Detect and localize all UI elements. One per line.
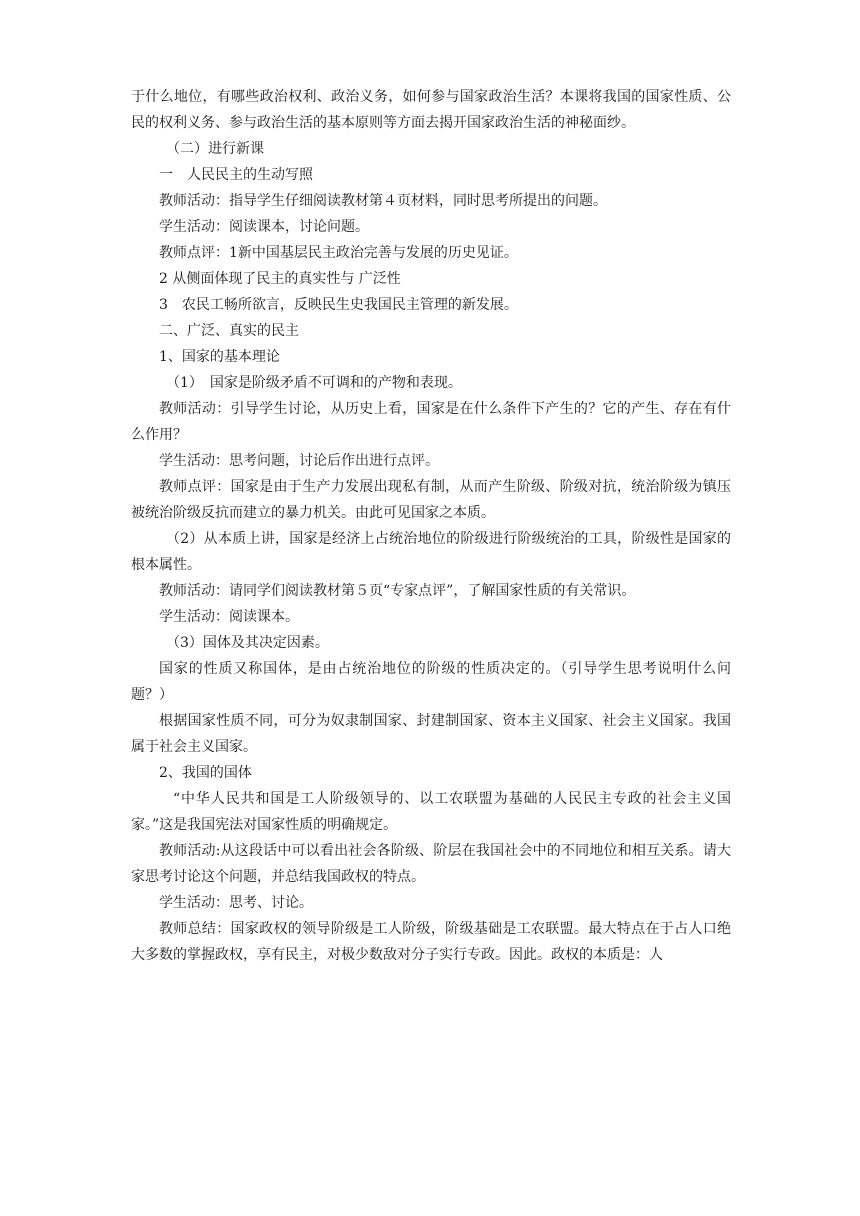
section-heading: （二）进行新课: [166, 141, 264, 157]
paragraph: 国家的性质又称国体，是由占统治地位的阶级的性质决定的。（引导学生思考说明什么问题？）: [131, 661, 731, 703]
paragraph: 教师活动：请同学们阅读教材第５页“专家点评”，了解国家性质的有关常识。: [159, 583, 636, 599]
paragraph: 学生活动：思考、讨论。: [159, 895, 313, 911]
paragraph: 根据国家性质不同，可分为奴隶制国家、封建制国家、资本主义国家、社会主义国家。我国属于社会主义国家。: [131, 713, 731, 755]
section-heading: 二、广泛、真实的民主: [159, 323, 299, 339]
paragraph: （1） 国家是阶级矛盾不可调和的产物和表现。: [166, 375, 462, 391]
paragraph: 学生活动：阅读课本，讨论问题。: [159, 219, 369, 235]
paragraph: 学生活动：思考问题，讨论后作出进行点评。: [159, 453, 439, 469]
paragraph: 教师总结：国家政权的领导阶级是工人阶级，阶级基础是工农联盟。最大特点在于占人口绝大多数的掌握政权，享有民主，对极少数敌对分子实行专政。因此。政权的本质是：人: [131, 921, 731, 963]
paragraph: 教师点评：国家是由于生产力发展出现私有制，从而产生阶级、阶级对抗，统治阶级为镇压被统治阶级反抗而建立的暴力机关。由此可见国家之本质。: [131, 479, 731, 521]
document-body: [131, 84, 731, 968]
paragraph: （2）从本质上讲，国家是经济上占统治地位的阶级进行阶级统治的工具，阶级性是国家的根本属性。: [131, 531, 731, 573]
section-heading: 一 人民民主的生动写照: [159, 167, 313, 183]
paragraph: 3 农民工畅所欲言，反映民生史我国民主管理的新发展。: [159, 297, 518, 313]
paragraph: （3）国体及其决定因素。: [166, 635, 329, 651]
paragraph: 学生活动：阅读课本。: [159, 609, 299, 625]
section-heading: 1、国家的基本理论: [159, 349, 280, 365]
paragraph: 教师活动：指导学生仔细阅读教材第４页材料，同时思考所提出的问题。: [159, 193, 607, 209]
paragraph: 教师活动：引导学生讨论，从历史上看，国家是在什么条件下产生的？它的产生、存在有什么作用？: [131, 401, 731, 443]
paragraph: 于什么地位，有哪些政治权利、政治义务，如何参与国家政治生活？本课将我国的国家性质、公民的权利义务、参与政治生活的基本原则等方面去揭开国家政治生活的神秘面纱。: [131, 89, 731, 131]
paragraph: 教师点评：1新中国基层民主政治完善与发展的历史见证。: [159, 245, 518, 261]
paragraph: 教师活动:从这段话中可以看出社会各阶级、阶层在我国社会中的不同地位和相互关系。请大家思考讨论这个问题，并总结我国政权的特点。: [131, 843, 731, 885]
section-heading: 2、我国的国体: [159, 765, 252, 781]
paragraph: “中华人民共和国是工人阶级领导的、以工农联盟为基础的人民民主专政的社会主义国家。”这是我国宪法对国家性质的明确规定。: [131, 791, 731, 833]
paragraph: 2 从侧面体现了民主的真实性与 广泛性: [159, 271, 401, 287]
